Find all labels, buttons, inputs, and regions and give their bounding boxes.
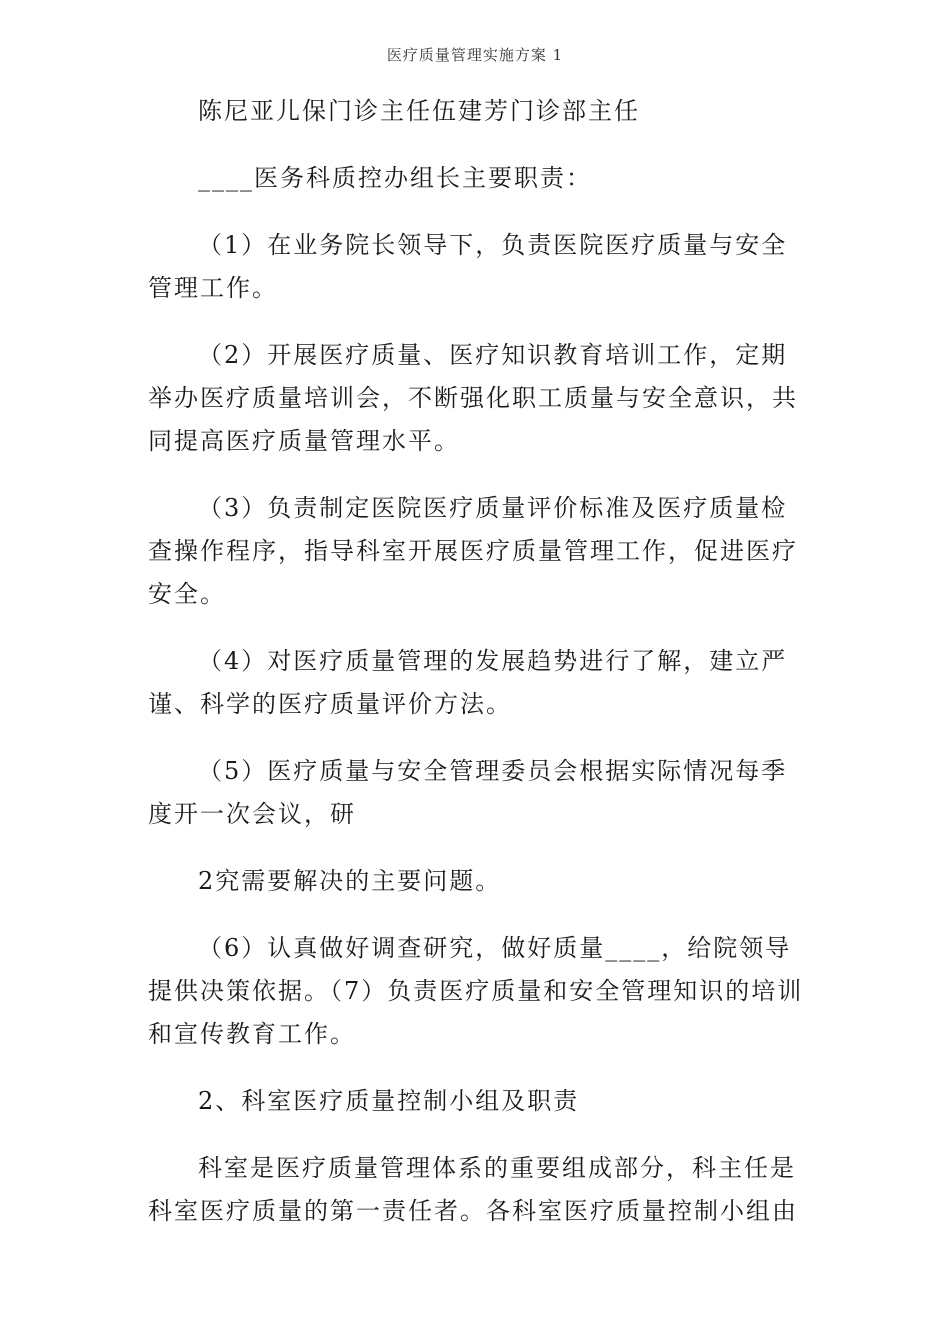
paragraph-duty-2: （2）开展医疗质量、医疗知识教育培训工作，定期举办医疗质量培训会，不断强化职工质量与安全意识，共同提高医疗质量管理水平。 — [148, 341, 798, 455]
paragraph-dept-intro: 科室是医疗质量管理体系的重要组成部分，科主任是科室医疗质量的第一责任者。各科室医疗质量控制小组由 — [148, 1154, 798, 1225]
document-body — [148, 90, 808, 1257]
paragraph-duty-6-7: （6）认真做好调查研究，做好质量____，给院领导提供决策依据。（7）负责医疗质量和安全管理知识的培训和宣传教育工作。 — [148, 934, 804, 1048]
paragraph-duty-4: （4）对医疗质量管理的发展趋势进行了解，建立严谨、科学的医疗质量评价方法。 — [148, 647, 788, 718]
paragraph-duty-5: （5）医疗质量与安全管理委员会根据实际情况每季度开一次会议，研 — [148, 757, 788, 828]
paragraph-duty-3: （3）负责制定医院医疗质量评价标准及医疗质量检查操作程序，指导科室开展医疗质量管理工作，促进医疗安全。 — [148, 494, 798, 608]
page-header: 医疗质量管理实施方案 1 — [386, 46, 564, 64]
paragraph-duty-5-cont: 2究需要解决的主要问题。 — [198, 867, 502, 895]
section-heading-dept-group: 2、科室医疗质量控制小组及职责 — [198, 1087, 580, 1115]
paragraph-duty-1: （1）在业务院长领导下，负责医院医疗质量与安全管理工作。 — [148, 231, 788, 302]
paragraph-staff-list: 陈尼亚儿保门诊主任伍建芳门诊部主任 — [198, 97, 640, 125]
paragraph-duties-heading: ____医务科质控办组长主要职责： — [198, 164, 592, 192]
